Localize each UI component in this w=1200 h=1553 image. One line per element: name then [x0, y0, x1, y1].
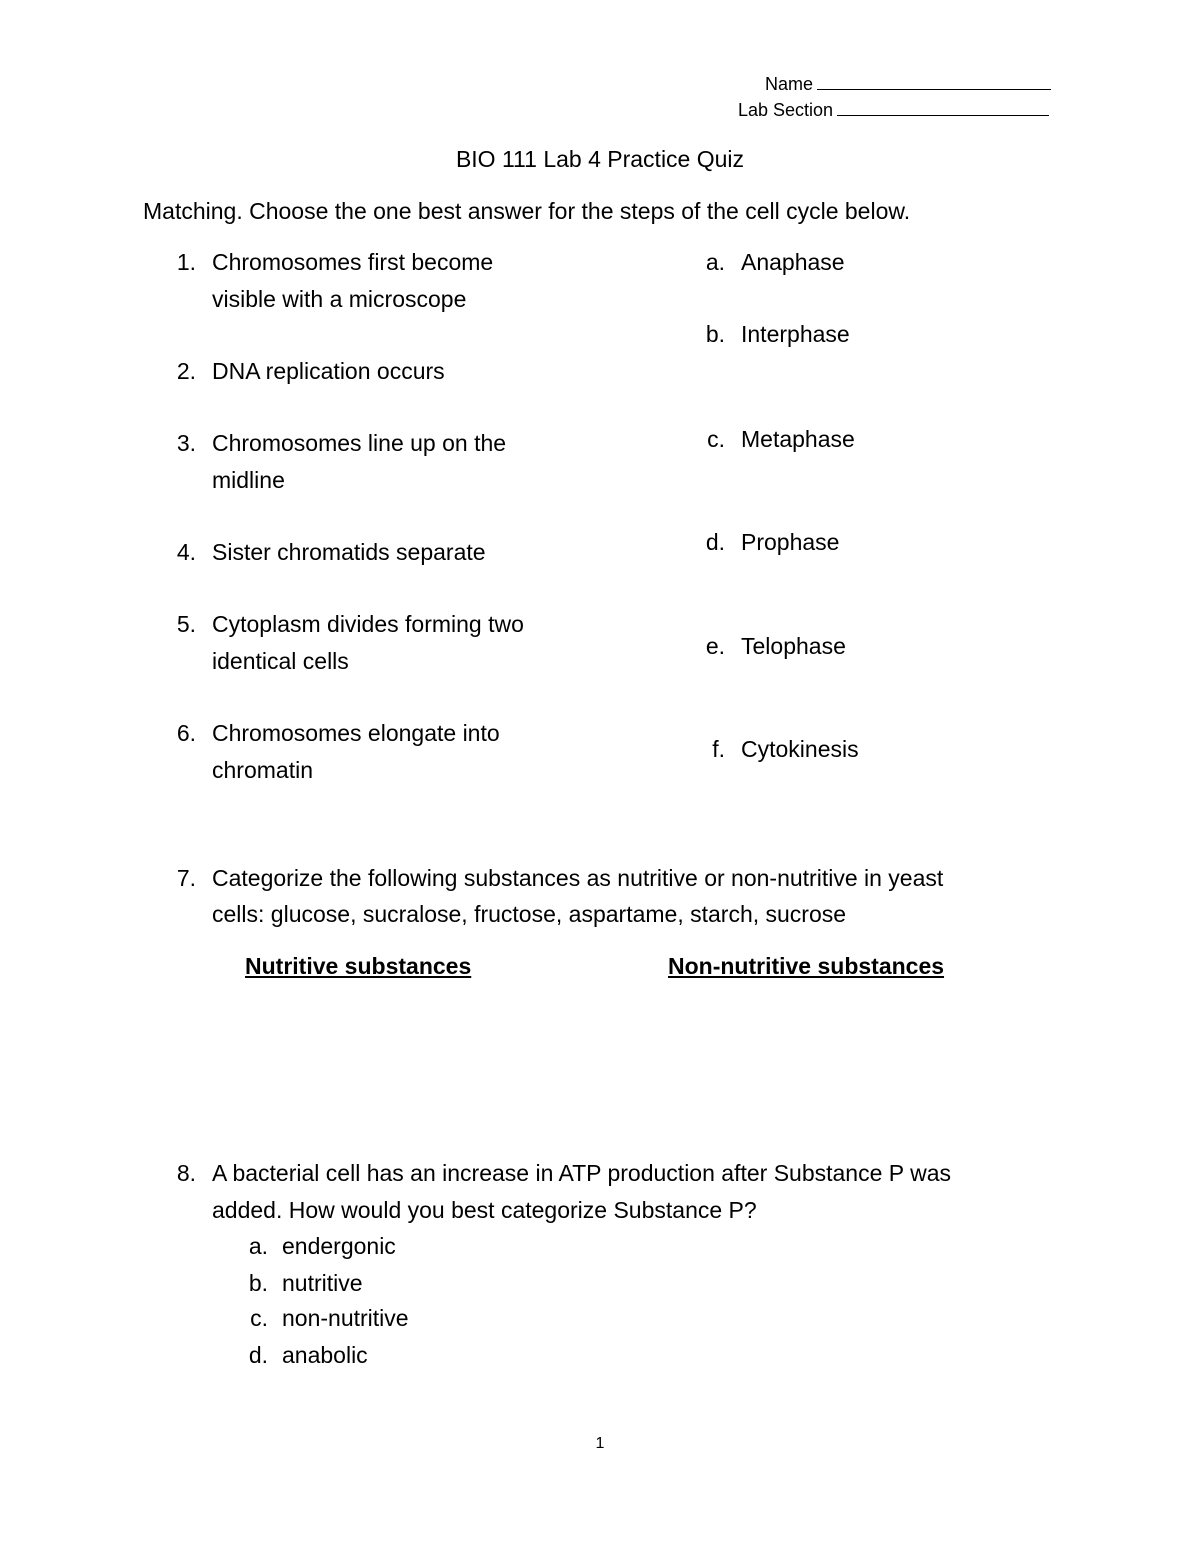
nutritive-column-heading: Nutritive substances — [245, 953, 472, 979]
name-label: Name — [765, 74, 814, 94]
option-letter: d. — [248, 1342, 268, 1368]
page-number: 1 — [595, 1435, 605, 1452]
name-blank-line[interactable] — [817, 89, 1051, 90]
item-number: 4. — [176, 539, 196, 565]
answer-text: Interphase — [741, 321, 850, 347]
question-text: A bacterial cell has an increase in ATP production after Substance P was added. How would you best categorize Substance P? — [212, 1160, 951, 1223]
matching-instructions: Matching. Choose the one best answer for the steps of the cell cycle below. — [143, 198, 911, 224]
question-text: Categorize the following substances as nutritive or non-nutritive in yeast cells: glucose, sucralose, fructose, aspartame, starch, sucrose — [212, 865, 944, 927]
item-number: 6. — [176, 720, 196, 746]
question-number: 7. — [176, 865, 196, 891]
item-text: Sister chromatids separate — [212, 539, 486, 565]
item-text: Chromosomes first become visible with a microscope — [212, 249, 494, 312]
name-field-label — [765, 74, 1051, 95]
answer-letter: a. — [705, 249, 725, 275]
non-nutritive-column-heading: Non-nutritive substances — [668, 953, 945, 979]
answer-letter: d. — [705, 529, 725, 555]
item-text: Chromosomes elongate into chromatin — [212, 720, 500, 783]
option-letter: c. — [250, 1305, 268, 1331]
item-number: 5. — [176, 611, 196, 637]
question-number: 8. — [176, 1160, 196, 1186]
answer-letter: c. — [707, 426, 725, 452]
answer-letter: b. — [705, 321, 725, 347]
lab-section-field-label — [738, 100, 1049, 121]
option-text: non-nutritive — [282, 1305, 409, 1331]
option-letter: a. — [248, 1233, 268, 1259]
answer-letter: f. — [712, 736, 725, 762]
answer-text: Metaphase — [741, 426, 855, 452]
answer-text: Anaphase — [741, 249, 845, 275]
lab-section-blank-line[interactable] — [837, 115, 1049, 116]
answer-text: Telophase — [741, 633, 846, 659]
option-text: endergonic — [282, 1233, 396, 1259]
quiz-title: BIO 111 Lab 4 Practice Quiz — [455, 146, 745, 172]
lab-section-label: Lab Section — [738, 100, 834, 120]
item-text: DNA replication occurs — [212, 358, 445, 384]
item-text: Chromosomes line up on the midline — [212, 430, 507, 493]
answer-text: Prophase — [741, 529, 840, 555]
answer-text: Cytokinesis — [741, 736, 859, 762]
item-number: 2. — [176, 358, 196, 384]
option-letter: b. — [248, 1270, 268, 1296]
option-text: nutritive — [282, 1270, 363, 1296]
answer-letter: e. — [705, 633, 725, 659]
item-number: 3. — [176, 430, 196, 456]
item-number: 1. — [176, 249, 196, 275]
item-text: Cytoplasm divides forming two identical cells — [212, 611, 524, 674]
option-text: anabolic — [282, 1342, 368, 1368]
